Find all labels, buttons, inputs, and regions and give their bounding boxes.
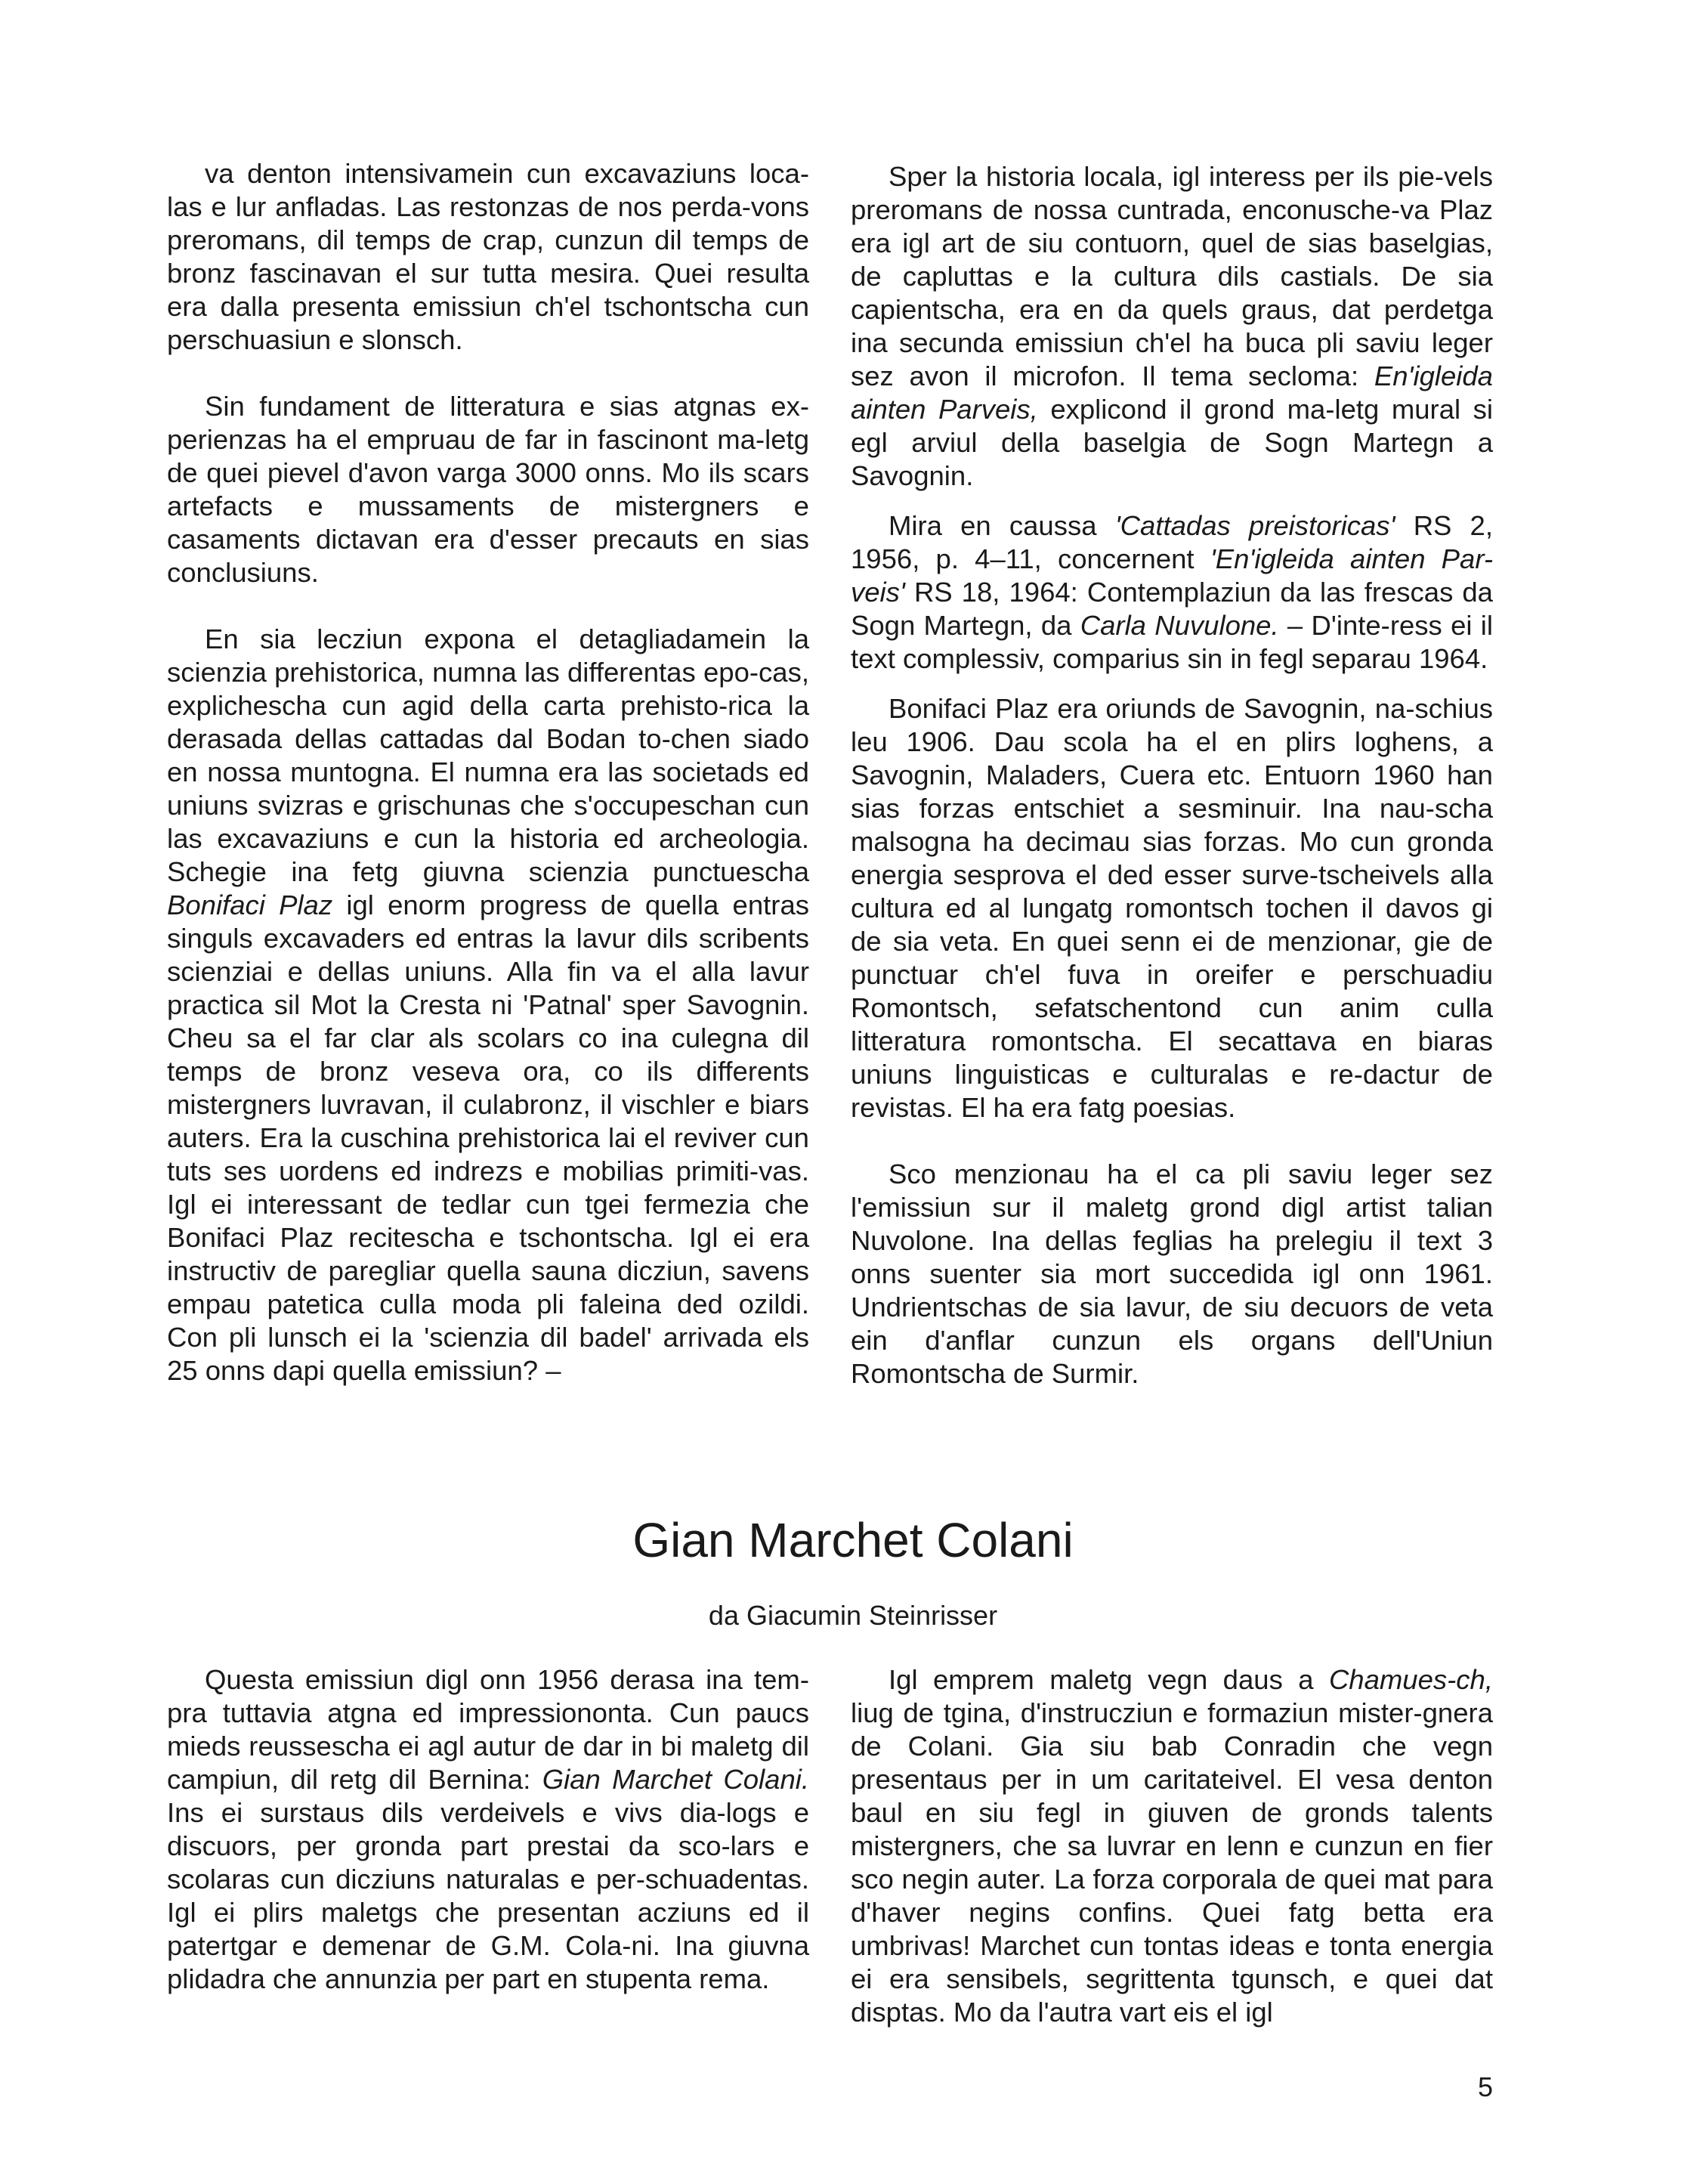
ref-text-d: – D'inte-ress ei il text complessiv, comparius sin in fegl separau 1964.: [851, 610, 1493, 674]
article2-title: Gian Marchet Colani: [632, 1513, 1074, 1567]
article2-p1-text-b: Ins ei surstaus dils verdeivels e vivs dia-logs e discuors, per gronda part prestai da sco-lars e scolaras cun dicziuns naturalas e per-schuadentas. Igl ei plirs maletgs che presentan acziuns ed il patertgar e demenar de G.M. Cola-ni. Ina giuvna plidadra che annunzia per part en stupenta rema.: [167, 1797, 809, 1994]
ref-author: Carla Nuvulone.: [1080, 610, 1279, 641]
ref-title-1: 'Cattadas preistoricas': [1114, 510, 1395, 541]
article2-left-column: [167, 1663, 809, 1996]
article2-paragraph-2: [851, 1663, 1493, 2029]
article2-p2-place-italic: Chamues-ch,: [1328, 1664, 1493, 1695]
article1-paragraph-2: Sin fundament de litteratura e sias atgnas ex-perienzas ha el empruau de far in fascinont ma-letg de quei pievel d'avon varga 3000 onns. Mo ils scars artefacts e mussaments de mistergners e casaments dictavan era d'esser precauts en sias conclusiuns.: [167, 391, 809, 588]
article2-right-column: [851, 1663, 1493, 2029]
article1-paragraph-3-text: En sia lecziun expona el detagliadamein la scienzia prehistorica, numna las differentas epo-cas, explichescha cun agid della carta prehisto-rica la derasada dellas cattadas dal Bodan to-chen siado en nossa muntogna. El numna era las societads ed uniuns svizras e grischunas che s'occupeschan cun las excavaziuns e cun la historia ed archeologia. Schegie ina fetg giuvna scienzia punctuescha: [167, 623, 809, 887]
article1-reference-paragraph: [851, 509, 1493, 676]
article2-byline: da Giacumin Steinrisser: [708, 1600, 998, 1631]
article1-paragraph-3: [167, 623, 809, 1387]
article1-paragraph-1: va denton intensivamein cun excavaziuns loca-las e lur anfladas. Las restonzas de nos perda-vons preromans, dil temps de crap, cunzun dil temps de bronz fascinavan el sur tutta mesira. Quei resulta era dalla presenta emissiun ch'el tschontscha cun perschuasiun e slonsch.: [167, 158, 809, 355]
article1-left-column: [167, 157, 809, 1387]
ref-title-2: 'En'igleida ainten Par-veis': [851, 543, 1493, 608]
article1-paragraph-3-cont: igl enorm progress de quella entras singuls excavaders ed entras la lavur dils scribents scienziai e dellas uniuns. Alla fin va el alla lavur practica sil Mot la Cresta ni 'Patnal' sper Savognin. Cheu sa el far clar als scolars co ina culegna dil temps de bronz veseva ora, co ils differents mistergners luvravan, il culabronz, il vischler e biars auters. Era la cuschina prehistorica lai el reviver cun tuts ses uordens ed indrezs e mobilias primiti-vas. Igl ei interessant de tedlar cun tgei fermezia che Bonifaci Plaz recitescha e tschontscha. Igl ei era instructiv de paregliar quella sauna dicziun, savens empau patetica culla moda pli faleina ded ozildi. Con pli lunsch ei la 'scienzia dil badel' arrivada els 25 onns dapi quella emissiun? –: [167, 889, 809, 1386]
article2-p2-text-b: liug de tgina, d'instrucziun e formaziun mister-gnera de Colani. Gia siu bab Conradin che vegn presentaus per in um caritateivel. El vesa denton baul en siu fegl in giuven de gronds talents mistergners, che sa luvrar en lenn e cunzun en fier sco negin auter. La forza corporala de quei mat para d'haver negins confins. Quei fatg betta era umbrivas! Marchet cun tontas ideas e tonta energia ei era sensibels, segrittenta tgunsch, e quei dat disptas. Mo da l'autra vart eis el igl: [851, 1697, 1493, 2028]
broadcast-title-italic: En'igleida ainten Parveis,: [851, 360, 1493, 425]
ref-text-b: RS 2, 1956, p. 4–11, concernent: [851, 510, 1493, 574]
article2-paragraph-1: [167, 1663, 809, 1996]
ref-text-a: Mira en caussa: [889, 510, 1097, 541]
article2-p1-name-italic: Gian Marchet Colani.: [542, 1764, 809, 1795]
person-name-italic: Bonifaci Plaz: [167, 889, 333, 920]
article1-biography-paragraph: Bonifaci Plaz era oriunds de Savognin, na-schius leu 1906. Dau scola ha el en plirs loghens, a Savognin, Maladers, Cuera etc. Entuorn 1960 han sias forzas entschiet a sesminuir. Ina nau-scha malsogna ha decimau sias forzas. Mo cun gronda energia sesprova el ded esser surve-tscheivels alla cultura ed al lungatg romontsch tochen il davos gi de sia veta. En quei senn ei de menzionar, gie de punctuar ch'el fuva in oreifer e perschuadiu Romontsch, sefatschentond cun anim culla litteratura romontscha. El secattava en biaras uniuns linguisticas e culturalas e re-dactur de revistas. El ha era fatg poesias.: [851, 693, 1493, 1123]
article1-paragraph-4-end: explicond il grond ma-letg mural si egl arviul della baselgia de Sogn Martegn a Savognin.: [851, 394, 1493, 491]
article1-paragraph-4-text: Sper la historia locala, igl interess per ils pie-vels preromans de nossa cuntrada, enconusche-va Plaz era igl art de siu contuorn, quel de sias baselgias, de capluttas e la cultura dils castials. De sia capientscha, era en da quels graus, dat perdetga ina secunda emissiun ch'el ha buca pli saviu leger sez avon il microfon. Il tema secloma:: [851, 161, 1493, 391]
ref-text-c: RS 18, 1964: Contemplaziun da las frescas da Sogn Martegn, da: [851, 577, 1493, 641]
article1-closing-paragraph: Sco menzionau ha el ca pli saviu leger sez l'emissiun sur il maletg grond digl artist talian Nuvolone. Ina dellas feglias ha prelegiu il text 3 onns suenter sia mort succedida igl onn 1961. Undrientschas de sia lavur, de siu decuors de veta ein d'anflar cunzun els organs dell'Uniun Romontscha de Surmir.: [851, 1159, 1493, 1389]
page-number: 5: [1477, 2071, 1493, 2102]
article2-p2-text-a: Igl emprem maletg vegn daus a: [889, 1664, 1314, 1695]
article1-right-column: [851, 160, 1493, 1391]
article1-paragraph-4: [851, 160, 1493, 493]
article2-p1-text-a: Questa emissiun digl onn 1956 derasa ina tem-pra tuttavia atgna ed impressiononta. Cun paucs mieds reussescha ei agl autur de dar in bi maletg dil campiun, dil retg dil Bernina:: [167, 1664, 809, 1795]
